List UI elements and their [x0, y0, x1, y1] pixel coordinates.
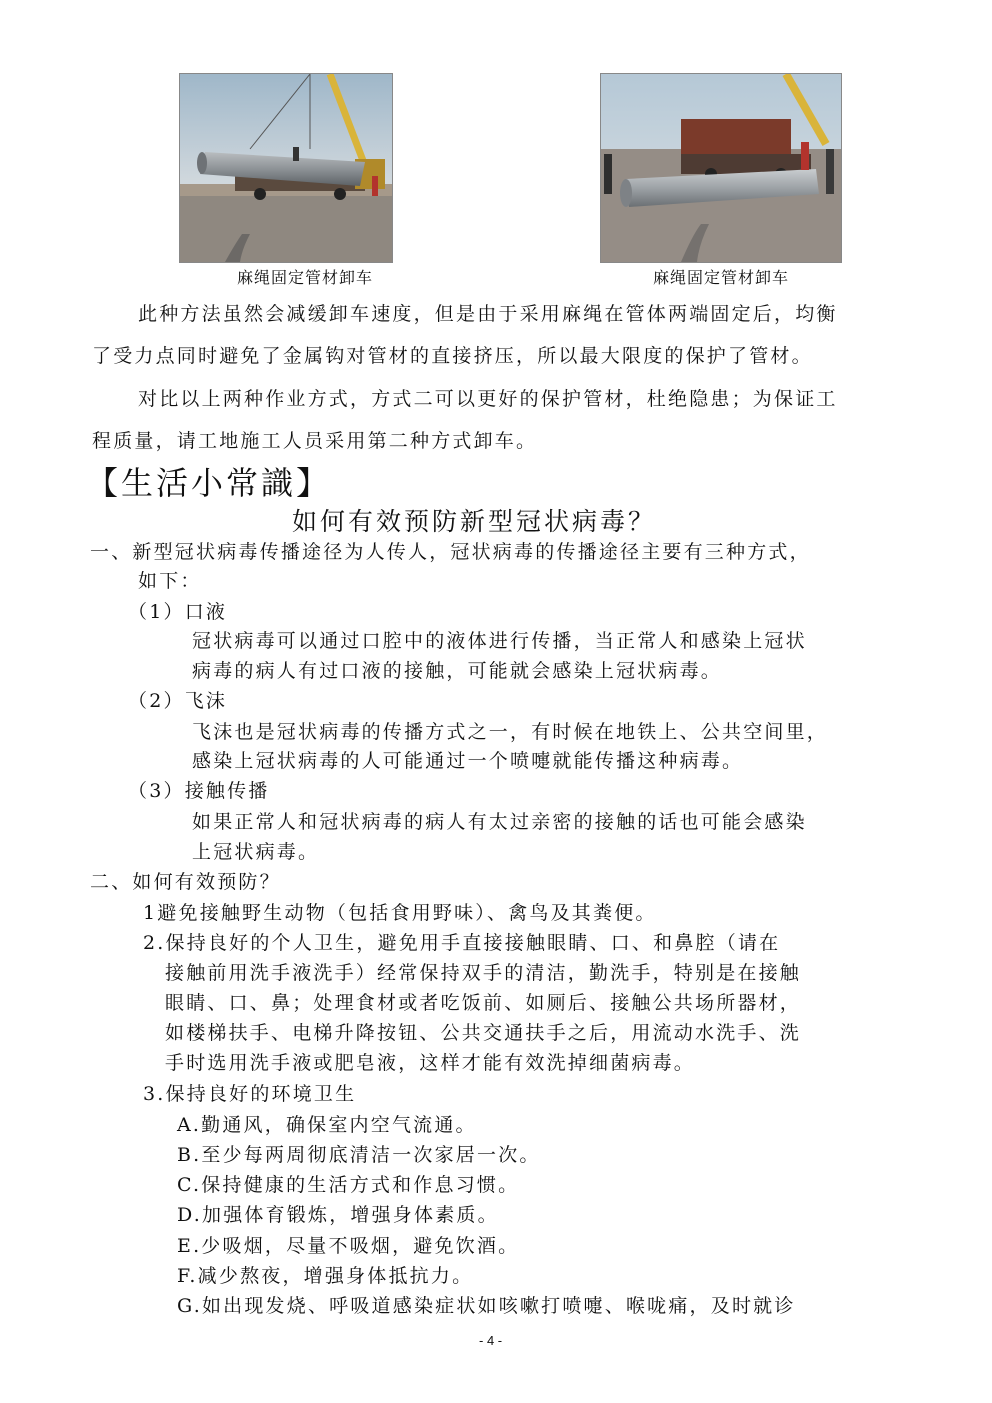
- photo-caption-1: 麻绳固定管材卸车: [236, 268, 373, 287]
- environment-subitem-b: B.至少每两周彻底清洁一次家居一次。: [177, 1144, 541, 1166]
- part1-heading-line-1: 一、新型冠状病毒传播途径为人传人，冠状病毒的传播途径主要有三种方式，: [90, 541, 811, 563]
- photo-caption-2: 麻绳固定管材卸车: [652, 268, 789, 287]
- transmission-text-1-line-2: 病毒的病人有过口液的接触，可能就会感染上冠状病毒。: [192, 660, 723, 682]
- pipe-unloading-photo-2: [600, 73, 842, 263]
- transmission-text-1-line-1: 冠状病毒可以通过口腔中的液体进行传播，当正常人和感染上冠状: [192, 630, 807, 652]
- article-title: 如何有效预防新型冠状病毒？: [292, 507, 657, 536]
- environment-subitem-a: A.勤通风，确保室内空气流通。: [177, 1114, 477, 1136]
- intro-line-2: 了受力点同时避免了金属钩对管材的直接挤压，所以最大限度的保护了管材。: [92, 345, 813, 367]
- environment-subitem-g: G.如出现发烧、呼吸道感染症状如咳嗽打喷嚏、喉咙痛，及时就诊: [177, 1295, 796, 1317]
- prevention-item-3: 3.保持良好的环境卫生: [143, 1083, 357, 1105]
- transmission-text-3-line-1: 如果正常人和冠状病毒的病人有太过亲密的接触的话也可能会感染: [192, 811, 807, 833]
- page-number: - 4 -: [479, 1333, 503, 1348]
- transmission-label-2: （2）飞沫: [128, 690, 228, 712]
- prevention-item-2-line-3: 眼睛、口、鼻；处理食材或者吃饭前、如厕后、接触公共场所器材，: [165, 992, 802, 1014]
- part2-heading: 二、如何有效预防？: [90, 871, 281, 893]
- transmission-text-2-line-2: 感染上冠状病毒的人可能通过一个喷嚏就能传播这种病毒。: [192, 750, 744, 772]
- intro-line-1: 此种方法虽然会减缓卸车速度，但是由于采用麻绳在管体两端固定后，均衡: [138, 303, 838, 325]
- transmission-text-2-line-1: 飞沫也是冠状病毒的传播方式之一，有时候在地铁上、公共空间里，: [192, 721, 829, 743]
- prevention-item-2-line-2: 接触前用洗手液洗手）经常保持双手的清洁，勤洗手，特别是在接触: [165, 962, 802, 984]
- prevention-item-2-line-4: 如楼梯扶手、电梯升降按钮、公共交通扶手之后，用流动水洗手、洗: [165, 1022, 802, 1044]
- prevention-item-2-line-5: 手时选用洗手液或肥皂液，这样才能有效洗掉细菌病毒。: [165, 1052, 696, 1074]
- intro-line-4: 程质量，请工地施工人员采用第二种方式卸车。: [92, 430, 538, 452]
- environment-subitem-c: C.保持健康的生活方式和作息习惯。: [177, 1174, 520, 1196]
- environment-subitem-d: D.加强体育锻炼，增强身体素质。: [177, 1204, 499, 1226]
- transmission-label-1: （1）口液: [128, 601, 228, 623]
- environment-subitem-f: F.减少熬夜，增强身体抵抗力。: [177, 1265, 474, 1287]
- part1-heading-line-2: 如下：: [138, 570, 202, 592]
- intro-line-3: 对比以上两种作业方式，方式二可以更好的保护管材，杜绝隐患；为保证工: [138, 388, 838, 410]
- prevention-item-2-line-1: 2.保持良好的个人卫生，避免用手直接接触眼睛、口、和鼻腔（请在: [143, 932, 781, 954]
- pipe-unloading-photo-1: [179, 73, 393, 263]
- environment-subitem-e: E.少吸烟，尽量不吸烟，避免饮酒。: [177, 1235, 520, 1257]
- transmission-text-3-line-2: 上冠状病毒。: [192, 841, 320, 863]
- section-heading: 【生活小常識】: [86, 464, 332, 502]
- prevention-item-1: 1避免接触野生动物（包括食用野味）、禽鸟及其粪便。: [143, 902, 657, 924]
- transmission-label-3: （3）接触传播: [128, 780, 270, 802]
